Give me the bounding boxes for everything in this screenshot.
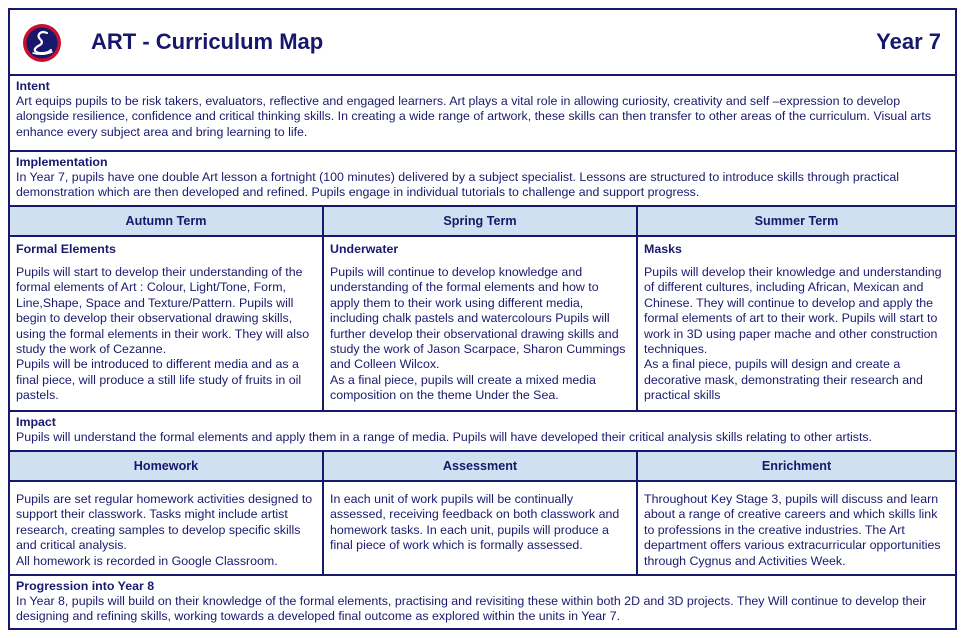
swan-logo-icon <box>22 23 62 63</box>
implementation-heading: Implementation <box>16 155 108 169</box>
enrichment-cell <box>638 482 955 574</box>
autumn-term-heading: Autumn Term <box>10 207 324 235</box>
spring-term-title: Underwater <box>330 242 399 256</box>
intent-heading: Intent <box>16 79 50 93</box>
enrichment-text: Throughout Key Stage 3, pupils will discuss and learn about a range of creative careers and which skills link to professions in the creative industries. The Art department offers various extracurricular opportunities through Cygnus and Activities Week. <box>644 492 941 568</box>
intent-text: Art equips pupils to be risk takers, evaluators, reflective and engaged learners. Art plays a vital role in allowing curiosity, creativity and self –expression to develop alongside resilience, confidence and critical thinking skills. In creating a wide range of artwork, these skills can then transfer to other areas of the curriculum. Visual arts enhance every subject area and bring learning to life. <box>16 94 932 139</box>
enrichment-heading: Enrichment <box>761 459 832 473</box>
autumn-term-cell <box>10 237 324 410</box>
terms-header-row <box>10 207 955 237</box>
assessment-text: In each unit of work pupils will be continually assessed, receiving feedback on both classwork and homework tasks. In each unit, pupils will produce a final piece of work which is formally assessed. <box>330 492 620 553</box>
progression-text: In Year 8, pupils will build on their knowledge of the formal elements, practising and revisiting these within both 2D and 3D projects. They Will continue to develop their designing and refining skills, working towards a developed final outcome as explored within the units in Year 7. <box>16 594 927 624</box>
terms-body-row <box>10 237 955 412</box>
autumn-term-title: Formal Elements <box>16 242 116 256</box>
spring-term-text: Pupils will continue to develop knowledge and understanding of the formal elements and how to apply them to their work using different media, including chalk pastels and watercolours Pupils will further develop their observational drawing skills and study the work of Jason Scarpace, Sharon Cummings and Colleen Wilcox. As a final piece, pupils will create a mixed media composition on the theme Under the Sea. <box>330 265 626 403</box>
autumn-term-text: Pupils will start to develop their understanding of the formal elements of Art : Colour, Light/Tone, Form, Line,Shape, Space and Texture/Pattern. Pupils will begin to develop their observational drawing skills, using the formal elements in their work. They will also study the work of Cezanne. Pupils will be introduced to different media and as a final piece, will produce a still life study of fruits in oil pastels. <box>16 265 310 403</box>
homework-heading: Homework <box>10 452 324 480</box>
implementation-section <box>10 152 955 207</box>
assessment-heading: Assessment <box>324 452 638 480</box>
impact-section <box>10 412 955 452</box>
summer-term-cell <box>638 237 955 410</box>
homework-text: Pupils are set regular homework activities designed to support their classwork. Tasks might include artist research, creating samples to develop specific skills and critical analysis. All homework is recorded in Google Classroom. <box>16 492 313 568</box>
progression-section <box>10 576 955 628</box>
summer-term-title: Masks <box>644 242 682 256</box>
impact-text: Pupils will understand the formal elements and apply them in a range of media. Pupils will have developed their critical analysis skills relating to other artists. <box>16 430 873 444</box>
spring-term-heading: Spring Term <box>324 207 638 235</box>
homework-cell <box>10 482 324 574</box>
impact-heading: Impact <box>16 415 56 429</box>
summer-term-heading: Summer Term <box>754 214 839 228</box>
intent-section <box>10 76 955 152</box>
progression-heading: Progression into Year 8 <box>16 579 155 593</box>
implementation-text: In Year 7, pupils have one double Art lesson a fortnight (100 minutes) delivered by a subject specialist. Lessons are structured to introduce skills through practical demonstration which are then developed and refined. Pupils engage in individual tutorials to challenge and support progress. <box>16 170 899 200</box>
year-label: Year 7 <box>876 29 941 54</box>
summer-term-text: Pupils will develop their knowledge and understanding of different cultures, including African, Mexican and Chinese. They will continue to develop and apply the formal elements of art to their work. Pupils will start to work in 3D using paper mache and other construction techniques. As a final piece, pupils will design and create a decorative mask, demonstrating their research and practical skills <box>644 265 942 403</box>
extras-body-row <box>10 482 955 576</box>
spring-term-cell <box>324 237 638 410</box>
document-frame <box>8 8 957 630</box>
document-header <box>10 10 955 76</box>
extras-header-row <box>10 452 955 482</box>
assessment-cell <box>324 482 638 574</box>
page-title: ART - Curriculum Map <box>91 29 324 54</box>
